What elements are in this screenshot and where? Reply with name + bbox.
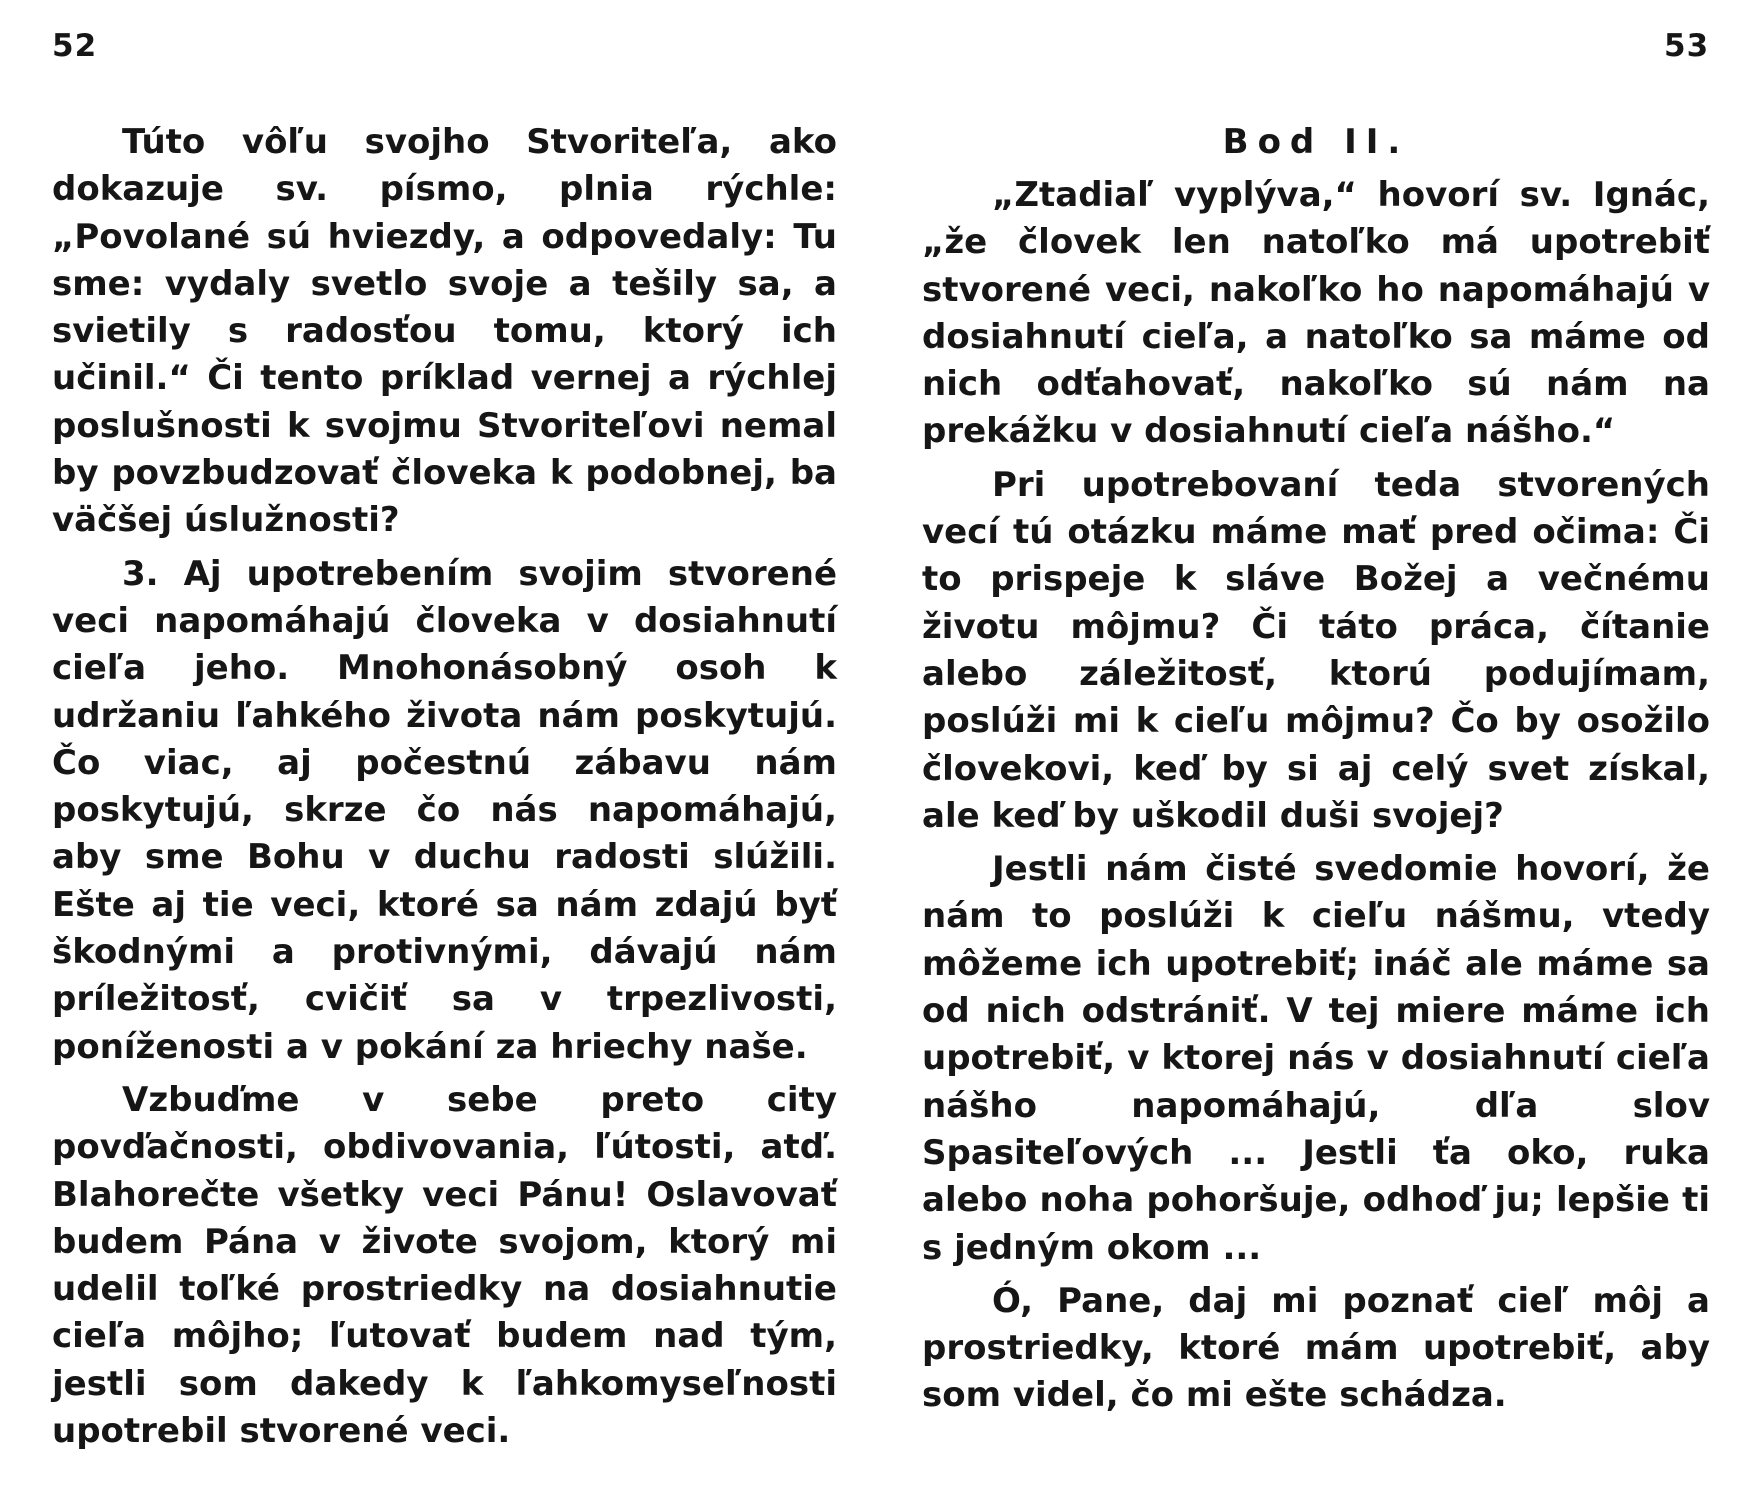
page-number-left: 52 (52, 28, 98, 64)
page-number-right: 53 (1664, 28, 1710, 64)
paragraph: „Ztadiaľ vyplýva,“ hovorí sv. Ignác, „že človek len natoľko má upotrebiť stvorené veci, nakoľko ho napomáhajú v dosiahnutí cieľa, a natoľko sa máme od nich odťahovať, nakoľko sú nám na prekážku v dosiahnutí cieľa nášho.“ (922, 175, 1710, 452)
paragraph: 3. Aj upotrebením svojim stvorené veci napomáhajú človeka v dosiahnutí cieľa jeho. Mnohonásobný osoh k udržaniu ľahkého života nám poskytujú. Čo viac, aj počestnú zábavu nám poskytujú, skrze čo nás napomáhajú, aby sme Bohu v duchu radosti slúžili. Ešte aj tie veci, ktoré sa nám zdajú byť škodnými a protivnými, dávajú nám príležitosť, cvičiť sa v trpezlivosti, poníženosti a v pokání za hriechy naše. (52, 553, 837, 1067)
right-page-text (922, 119, 1710, 1426)
paragraph: Jestli nám čisté svedomie hovorí, že nám to poslúži k cieľu nášmu, vtedy môžeme ich upotrebiť; ináč ale máme sa od nich odstrániť. V tej miere máme ich upotrebiť, v ktorej nás v dosiahnutí cieľa nášho napomáhajú, dľa slov Spasiteľových ... Jestli ťa oko, ruka alebo noha pohoršuje, odhoď ju; lepšie ti s jedným okom ... (922, 849, 1710, 1268)
paragraph: Ó, Pane, daj mi poznať cieľ môj a prostriedky, ktoré mám upotrebiť, aby som videl, čo mi ešte schádza. (922, 1280, 1710, 1416)
section-heading: Bod II. (1222, 122, 1410, 162)
paragraph: Pri upotrebovaní teda stvorených vecí tú otázku máme mať pred očima: Či to prispeje k sláve Božej a večnému životu môjmu? Či táto práca, čítanie alebo záležitosť, ktorú podujímam, poslúži mi k cieľu môjmu? Čo by osožilo človekovi, keď by si aj celý svet získal, ale keď by uškodil duši svojej? (922, 464, 1710, 836)
left-page-text (52, 119, 837, 1461)
paragraph: Vzbuďme v sebe preto city povďačnosti, obdivovania, ľútosti, atď. Blahorečte všetky veci Pánu! Oslavovať budem Pána v živote svojom, ktorý mi udelil toľké prostriedky na dosiahnutie cieľa môjho; ľutovať budem nad tým, jestli som dakedy k ľahkomyseľnosti upotrebil stvorené veci. (52, 1079, 837, 1452)
paragraph: Túto vôľu svojho Stvoriteľa, ako dokazuje sv. písmo, plnia rýchle: „Povolané sú hviezdy, a odpovedaly: Tu sme: vydaly svetlo svoje a tešily sa, a svietily s radosťou tomu, ktorý ich učinil.“ Či tento príklad vernej a rýchlej poslušnosti k svojmu Stvoriteľovi nemal by povzbudzovať človeka k podobnej, ba väčšej úslužnosti? (52, 122, 837, 541)
